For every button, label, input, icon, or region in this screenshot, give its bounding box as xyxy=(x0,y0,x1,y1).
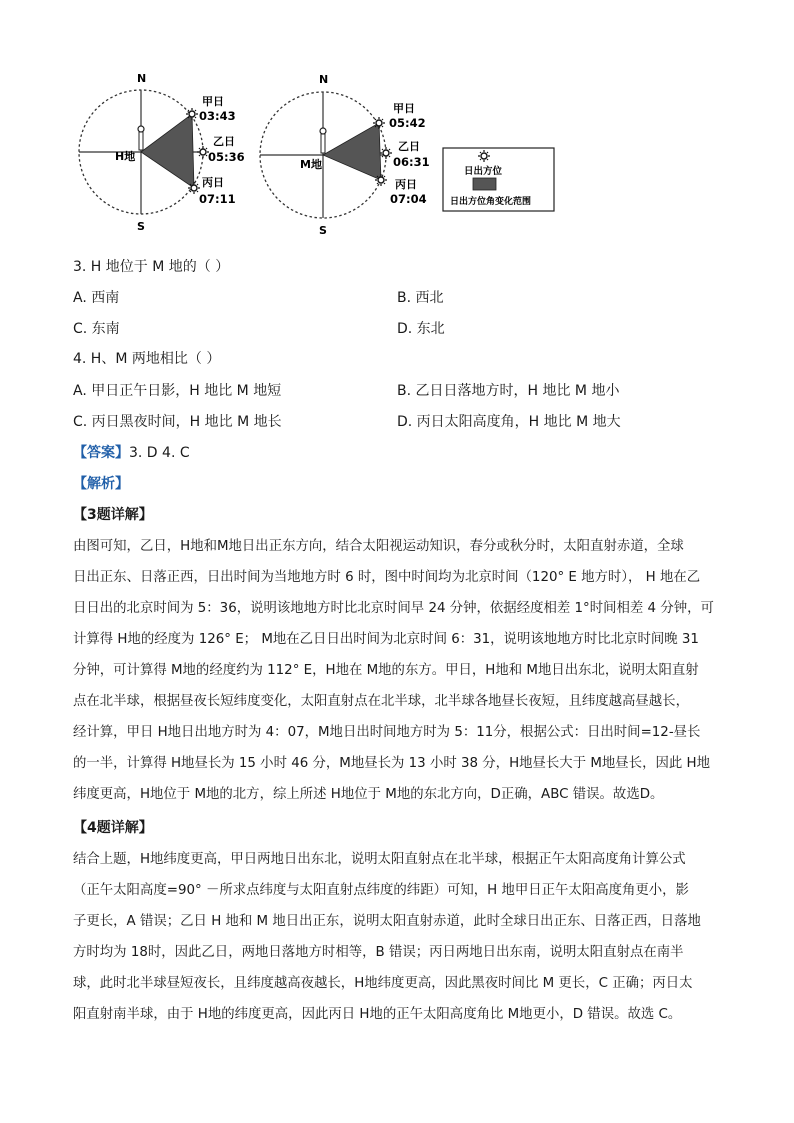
diagram-m xyxy=(260,73,430,237)
text-line: 结合上题，H地纬度更高，甲日两地日出东北，说明太阳直射点在北半球，根据正午太阳高度角计算公式 xyxy=(73,852,686,867)
time-label: 05:36 xyxy=(208,150,245,164)
text-line: 分钟，可计算得 M地的经度约为 112° E，H地在 M地的东方。甲日，H地和 M地日出东北，说明太阳直射 xyxy=(73,663,699,678)
time-label: 05:42 xyxy=(389,116,426,130)
gnomon-m xyxy=(320,128,326,153)
answer-text: 3. D 4. C xyxy=(129,445,190,461)
north-label-m: N xyxy=(319,73,329,86)
text-line: 日出正东、日落正西，日出时间为当地地方时 6 时，图中时间均为北京时间（120° E 地方时）， H 地在乙 xyxy=(73,570,701,585)
text-line: 阳直射南半球，由于 H地的纬度更高，因此丙日 H地的正午太阳高度角比 M地更小，D 错误。故选 C。 xyxy=(73,1007,682,1022)
gnomon-h xyxy=(138,126,144,150)
time-label: 03:43 xyxy=(199,109,236,123)
text-line: 的一半，计算得 H地昼长为 15 小时 46 分，M地昼长为 13 小时 38 分，H地昼长大于 M地昼长，因此 H地 xyxy=(73,756,710,771)
q3-stem: 3. H 地位于 M 地的（ ） xyxy=(73,259,230,275)
analysis-label: 【解析】 xyxy=(73,476,129,492)
detail3-paragraph xyxy=(73,531,723,810)
sun-icon xyxy=(380,147,392,159)
day-label: 乙日 xyxy=(213,135,235,148)
q3-option-c: C. 东南 xyxy=(73,321,120,337)
south-label-m: S xyxy=(319,224,327,237)
day-label: 乙日 xyxy=(398,140,420,153)
text-line: 经计算，甲日 H地日出地方时为 4：07，M地日出时间地方时为 5：11分，根据公式：日出时间=12-昼长 xyxy=(73,725,701,740)
sunrise-range-h xyxy=(141,114,194,188)
q3-option-d: D. 东北 xyxy=(397,321,445,337)
text-line: 日日出的北京时间为 5：36，说明该地地方时比北京时间早 24 分钟，依据经度相差 1°时间相差 4 分钟，可 xyxy=(73,601,714,616)
q4-option-a: A. 甲日正午日影，H 地比 M 地短 xyxy=(73,383,282,399)
legend xyxy=(443,148,554,211)
time-label: 06:31 xyxy=(393,155,430,169)
sunrise-figure xyxy=(0,0,794,250)
q4-stem: 4. H、M 两地相比（ ） xyxy=(73,351,221,367)
time-label: 07:11 xyxy=(199,192,236,206)
detail4-paragraph xyxy=(73,844,723,1030)
q4-option-b: B. 乙日日落地方时，H 地比 M 地小 xyxy=(397,383,620,399)
text-line: 方时均为 18时，因此乙日，两地日落地方时相等，B 错误；丙日两地日出东南，说明太阳直射点在南半 xyxy=(73,945,684,960)
legend-range-swatch xyxy=(473,178,496,190)
text-line: 由图可知，乙日，H地和M地日出正东方向，结合太阳视运动知识，春分或秋分时，太阳直射赤道，全球 xyxy=(73,539,684,554)
q3-option-b: B. 西北 xyxy=(397,290,444,306)
text-line: 点在北半球，根据昼夜长短纬度变化，太阳直射点在北半球，北半球各地昼长夜短，且纬度越高昼越长， xyxy=(73,694,689,709)
place-label-m: M地 xyxy=(300,158,322,171)
legend-range-label: 日出方位角变化范围 xyxy=(450,197,532,207)
time-label: 07:04 xyxy=(390,192,427,206)
diagram-h xyxy=(79,72,245,233)
text-line: 计算得 H地的经度为 126° E； M地在乙日日出时间为北京时间 6：31，说明该地地方时比北京时间晚 31 xyxy=(73,632,699,647)
answer-row xyxy=(73,442,190,462)
place-label-h: H地 xyxy=(115,150,136,163)
text-line: 子更长，A 错误；乙日 H 地和 M 地日出正东，说明太阳直射赤道，此时全球日出正东、日落正西，日落地 xyxy=(73,914,701,929)
sunrise-range-m xyxy=(323,123,381,180)
south-label-h: S xyxy=(137,220,145,233)
legend-sunrise-label: 日出方位 xyxy=(464,166,503,177)
day-label: 甲日 xyxy=(393,102,415,115)
q4-option-d: D. 丙日太阳高度角，H 地比 M 地大 xyxy=(397,414,621,430)
day-label: 丙日 xyxy=(395,178,417,191)
day-label: 甲日 xyxy=(202,95,224,108)
q4-option-c: C. 丙日黑夜时间，H 地比 M 地长 xyxy=(73,414,282,430)
day-label: 丙日 xyxy=(202,176,224,189)
detail4-label: 【4题详解】 xyxy=(73,820,153,836)
text-line: 纬度更高，H地位于 M地的北方，综上所述 H地位于 M地的东北方向，D正确，ABC 错误。故选D。 xyxy=(73,787,664,802)
answer-label: 【答案】 xyxy=(73,445,129,461)
north-label-h: N xyxy=(137,72,147,85)
text-line: （正午太阳高度=90° －所求点纬度与太阳直射点纬度的纬距）可知，H 地甲日正午太阳高度角更小，影 xyxy=(73,883,689,898)
text-line: 球，此时北半球昼短夜长，且纬度越高夜越长，H地纬度更高，因此黑夜时间比 M 更长，C 正确；丙日太 xyxy=(73,976,693,991)
q3-option-a: A. 西南 xyxy=(73,290,120,306)
detail3-label: 【3题详解】 xyxy=(73,507,153,523)
